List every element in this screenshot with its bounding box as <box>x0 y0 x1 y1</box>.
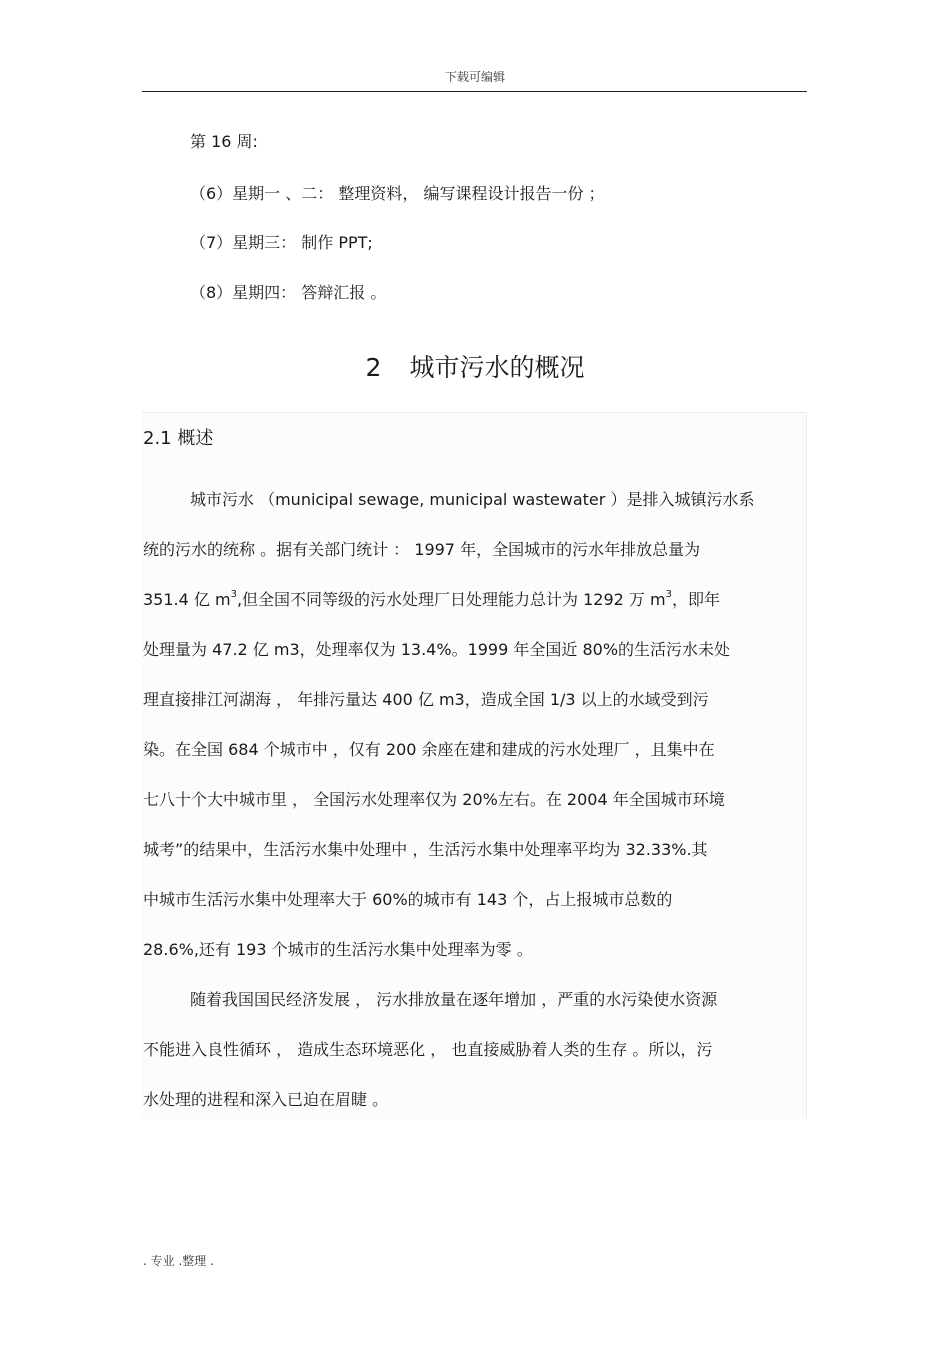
paragraph-line: 七八十个大中城市里 ， 全国污水处理率仅为 20%左右。在 2004 年全国城市环境 <box>143 790 725 809</box>
paragraph-line: 28.6%,还有 193 个城市的生活污水集中处理率为零 。 <box>143 940 533 959</box>
paragraph-line: 理直接排江河湖海 ， 年排污量达 400 亿 m3，造成全国 1/3 以上的水域受到污 <box>143 690 709 709</box>
schedule-item: （7）星期三： 制作 PPT; <box>190 233 373 252</box>
paragraph-line: 处理量为 47.2 亿 m3，处理率仅为 13.4%。1999 年全国近 80%的生活污水未处 <box>143 640 731 659</box>
paragraph-line: 351.4 亿 $m^3$,但全国不同等级的污水处理厂日处理能力总计为 1292 万 $m^3$，即年 <box>143 588 720 609</box>
section-highlight-box <box>142 412 807 1119</box>
schedule-week-label: 第 16 周: <box>190 132 258 151</box>
page-header: 下载可编辑 <box>444 70 505 84</box>
schedule-item: （8）星期四： 答辩汇报 。 <box>190 283 387 302</box>
paragraph-line: 中城市生活污水集中处理率大于 60%的城市有 143 个，占上报城市总数的 <box>143 890 673 909</box>
paragraph-line: 城考”的结果中，生活污水集中处理中 ，生活污水集中处理率平均为 32.33%.其 <box>143 840 708 859</box>
page-footer: . 专业 .整理 . <box>143 1254 214 1268</box>
paragraph-line: 随着我国国民经济发展 ， 污水排放量在逐年增加 ，严重的水污染使水资源 <box>190 990 718 1009</box>
paragraph-line: 城市污水 （municipal sewage, municipal wastewater ）是排入城镇污水系 <box>190 490 755 509</box>
chapter-number: 2 <box>365 353 382 382</box>
chapter-heading <box>0 352 950 384</box>
chapter-title: 城市污水的概况 <box>409 353 585 382</box>
paragraph-line: 水处理的进程和深入已迫在眉睫 。 <box>143 1090 389 1109</box>
section-title: 2.1 概述 <box>143 428 214 449</box>
paragraph-line: 统的污水的统称 。据有关部门统计 ： 1997 年，全国城市的污水年排放总量为 <box>143 540 701 559</box>
paragraph-line: 染。在全国 684 个城市中 ，仅有 200 余座在建和建成的污水处理厂 ，且集中在 <box>143 740 715 759</box>
header-rule <box>142 91 807 92</box>
schedule-item: （6）星期一 、二： 整理资料， 编写课程设计报告一份 ； <box>190 184 605 203</box>
paragraph-line: 不能进入良性循环 ， 造成生态环境恶化 ， 也直接威胁着人类的生存 。所以，污 <box>143 1040 713 1059</box>
